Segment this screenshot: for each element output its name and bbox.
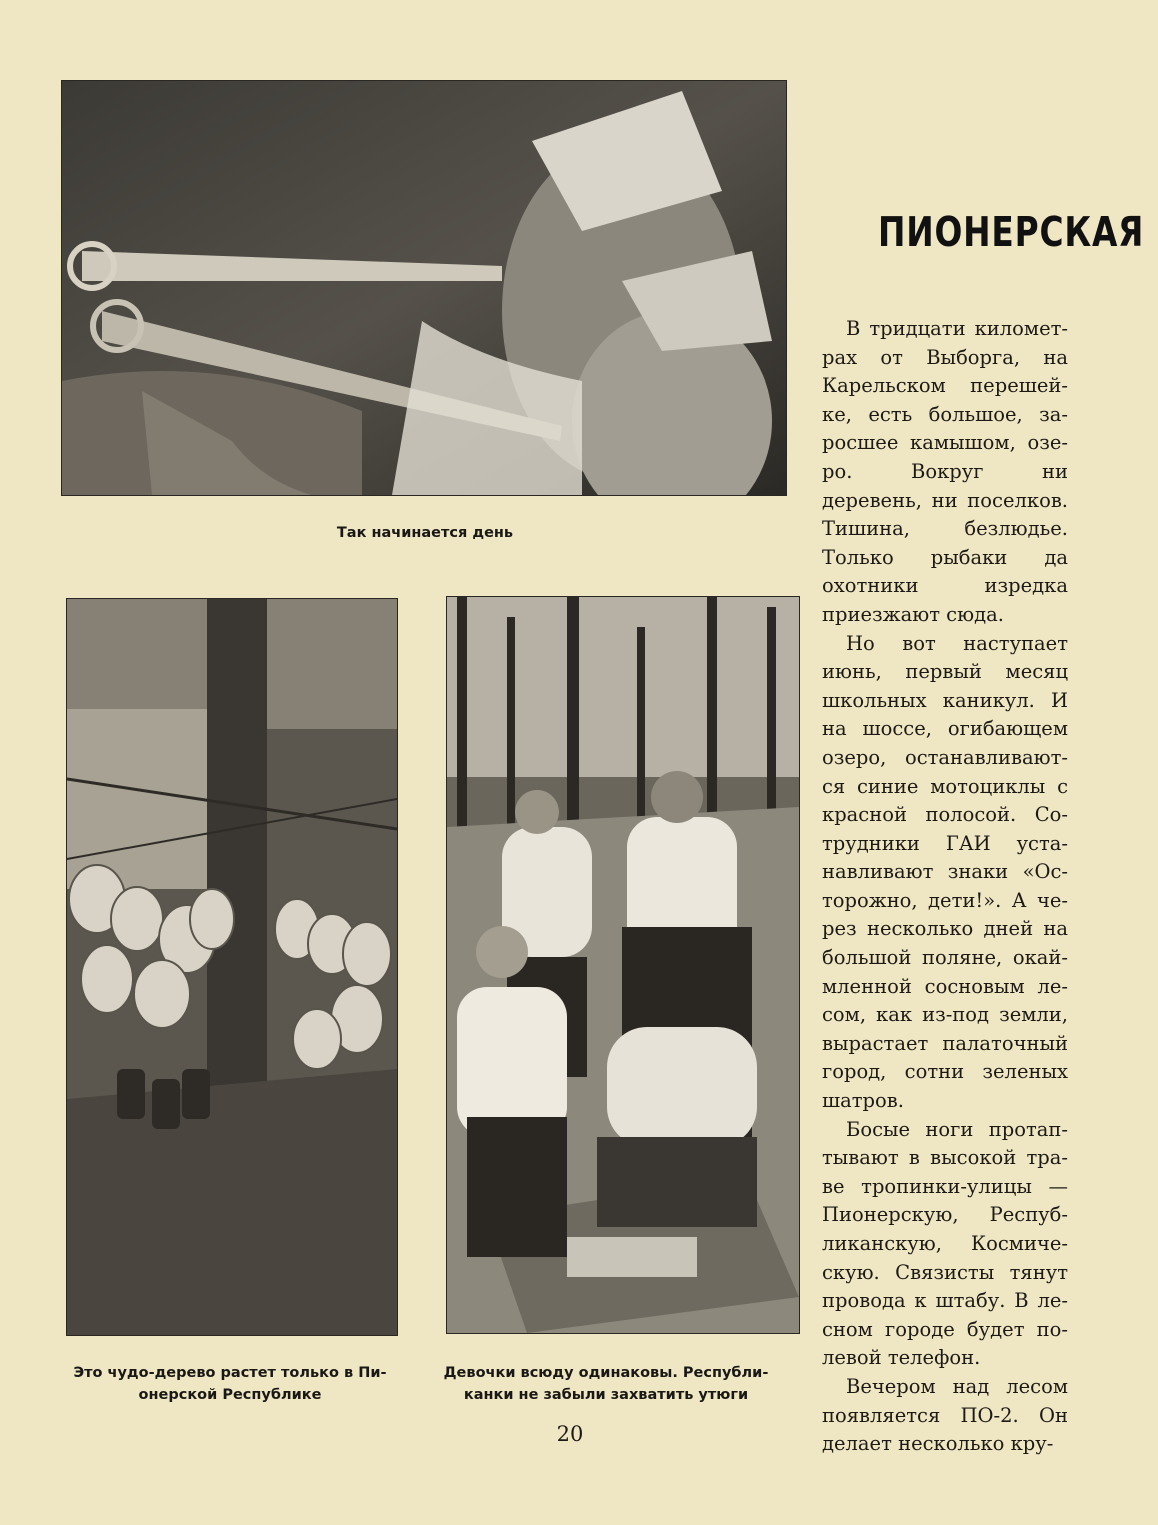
photo-tree-with-pots xyxy=(66,598,398,1336)
photo-buglers xyxy=(61,80,787,496)
girls-ironing-photo-icon xyxy=(447,597,799,1333)
article-paragraph: Но вот наступает июнь, первый месяц школьных каникул. И на шоссе, огибающем озеро, останавливаются синие мотоциклы с красной полосой. Сотрудники ГАИ устанавливают знаки «Осторожно, дети!». А через несколько дней на большой поляне, окаймленной сосновым лесом, как из-под земли, вырастает палаточный город, сотни зеленых шатров. xyxy=(822,631,1068,1113)
tree-with-pots-photo-icon xyxy=(67,599,397,1335)
article-paragraph: В тридцати километрах от Выборга, на Карельском перешейке, есть большое, заросшее камышом, озеро. Вокруг ни деревень, ни поселков. Тишина, безлюдье. Только рыбаки да охотники изредка приезжают сюда. xyxy=(822,317,1068,626)
page-number: 20 xyxy=(556,1422,584,1446)
photo-girls-ironing xyxy=(446,596,800,1334)
article-body xyxy=(822,315,1068,1459)
caption-bottom-right-photo: Девочки всюду одинаковы. Республиканки не забыли захватить утюги xyxy=(443,1365,769,1403)
buglers-photo-icon xyxy=(62,81,786,495)
caption-top-photo: Так начинается день xyxy=(336,525,514,541)
article-paragraph: Босые ноги протаптывают в высокой траве тропинки-улицы — Пионерскую, Республиканскую, Космическую. Связисты тянут провода к штабу. В лесном городе будет полевой телефон. xyxy=(822,1117,1068,1370)
caption-bottom-left-photo: Это чудо-дерево растет только в Пионерской Республике xyxy=(73,1365,387,1403)
article-paragraph: Вечером над лесом появляется ПО-2. Он делает несколько кру- xyxy=(822,1374,1068,1456)
article-heading: ПИОНЕРСКАЯ xyxy=(878,208,1145,256)
